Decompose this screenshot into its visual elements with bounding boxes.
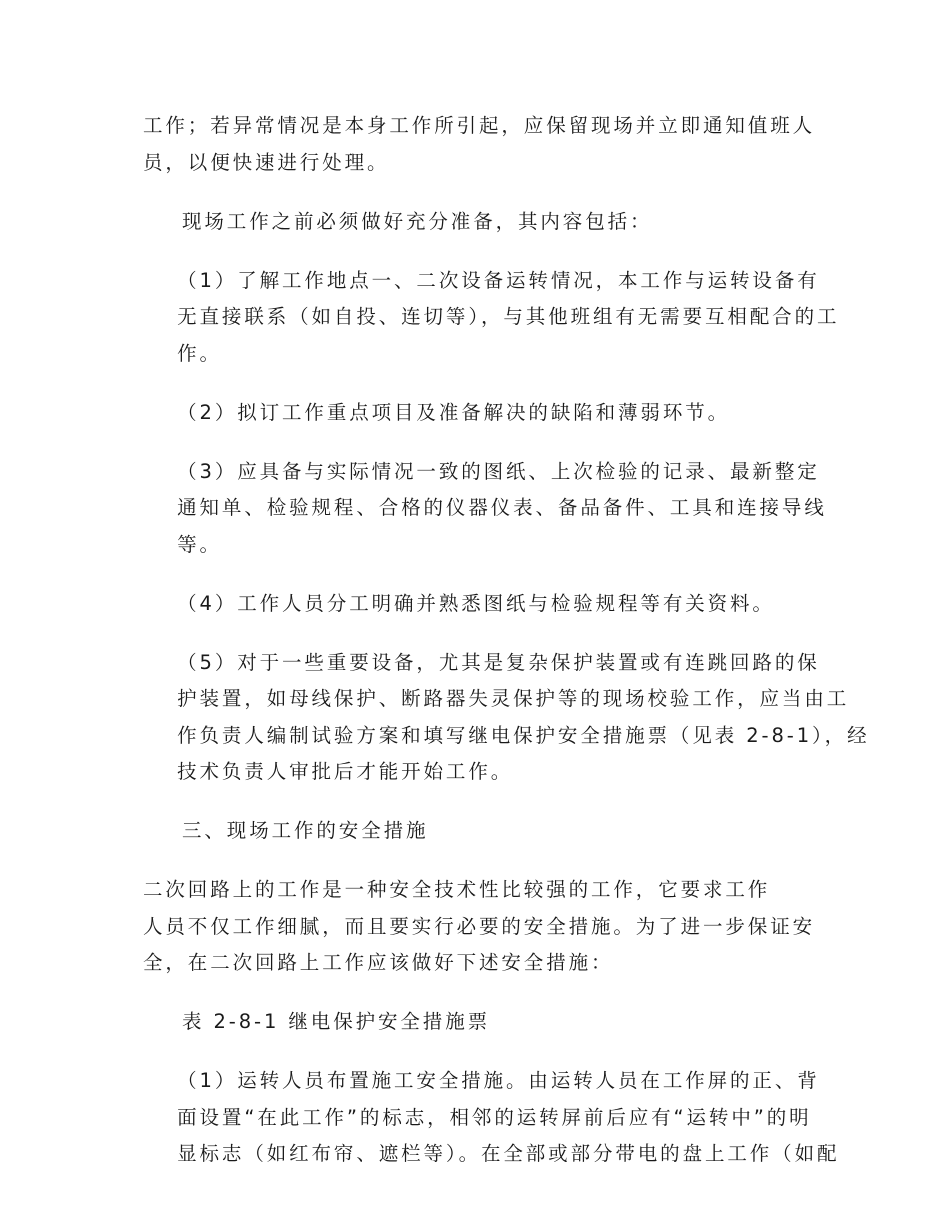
paragraph <box>143 454 827 564</box>
text-line: （3）应具备与实际情况一致的图纸、上次检验的记录、最新整定 <box>177 459 820 483</box>
text-line: （2）拟订工作重点项目及准备解决的缺陷和薄弱环节。 <box>177 400 731 424</box>
paragraph <box>143 108 816 181</box>
text-line: 护装置，如母线保护、断路器失灵保护等的现场校验工作，应当由工 <box>177 687 850 710</box>
text-line: 人员不仅工作细腻，而且要实行必要的安全措施。为了进一步保证安 <box>143 914 816 938</box>
text-line: 等。 <box>177 532 222 556</box>
text-line: 现场工作之前必须做好充分准备，其内容包括： <box>182 209 653 233</box>
paragraph <box>143 1004 808 1041</box>
text-line: 显标志（如红布帘、遮栏等）。在全部或部分带电的盘上工作（如配 <box>177 1142 840 1165</box>
text-line: （1）运转人员布置施工安全措施。由运转人员在工作屏的正、背 <box>177 1069 820 1092</box>
text-line: 面设置“在此工作”的标志，相邻的运转屏前后应有“运转中”的明 <box>177 1105 812 1129</box>
text-line: （1）了解工作地点一、二次设备运转情况，本工作与运转设备有 <box>177 268 820 292</box>
paragraph <box>143 263 840 373</box>
paragraph <box>143 813 808 850</box>
paragraph <box>143 872 816 982</box>
text-line: 通知单、检验规程、合格的仪器仪表、备品备件、工具和连接导线 <box>177 496 827 519</box>
paragraph <box>143 204 808 241</box>
paragraph <box>143 586 808 623</box>
text-line: （5）对于一些重要设备，尤其是复杂保护装置或有连跳回路的保 <box>177 650 820 674</box>
text-line: 作负责人编制试验方案和填写继电保护安全措施票（见表 2-8-1），经 <box>177 723 870 747</box>
paragraph <box>143 1063 840 1173</box>
text-line: 技术负责人审批后才能开始工作。 <box>177 760 514 783</box>
text-line: 二次回路上的工作是一种安全技术性比较强的工作，它要求工作 <box>143 878 771 901</box>
text-line: 员，以便快速进行处理。 <box>143 150 390 174</box>
text-line: （4）工作人员分工明确并熟悉图纸与检验规程等有关资料。 <box>177 591 775 615</box>
text-line: 工作；若异常情况是本身工作所引起，应保留现场并立即通知值班人 <box>143 114 816 137</box>
text-line: 表 2-8-1 继电保护安全措施票 <box>182 1010 490 1033</box>
text-line: 全，在二次回路上工作应该做好下述安全措施： <box>143 951 614 974</box>
text-line: 三、现场工作的安全措施 <box>182 819 429 842</box>
paragraph <box>143 645 870 791</box>
text-line: 作。 <box>177 341 222 365</box>
document-body <box>143 108 870 1195</box>
paragraph <box>143 395 808 432</box>
text-line: 无直接联系（如自投、连切等），与其他班组有无需要互相配合的工 <box>177 305 840 328</box>
